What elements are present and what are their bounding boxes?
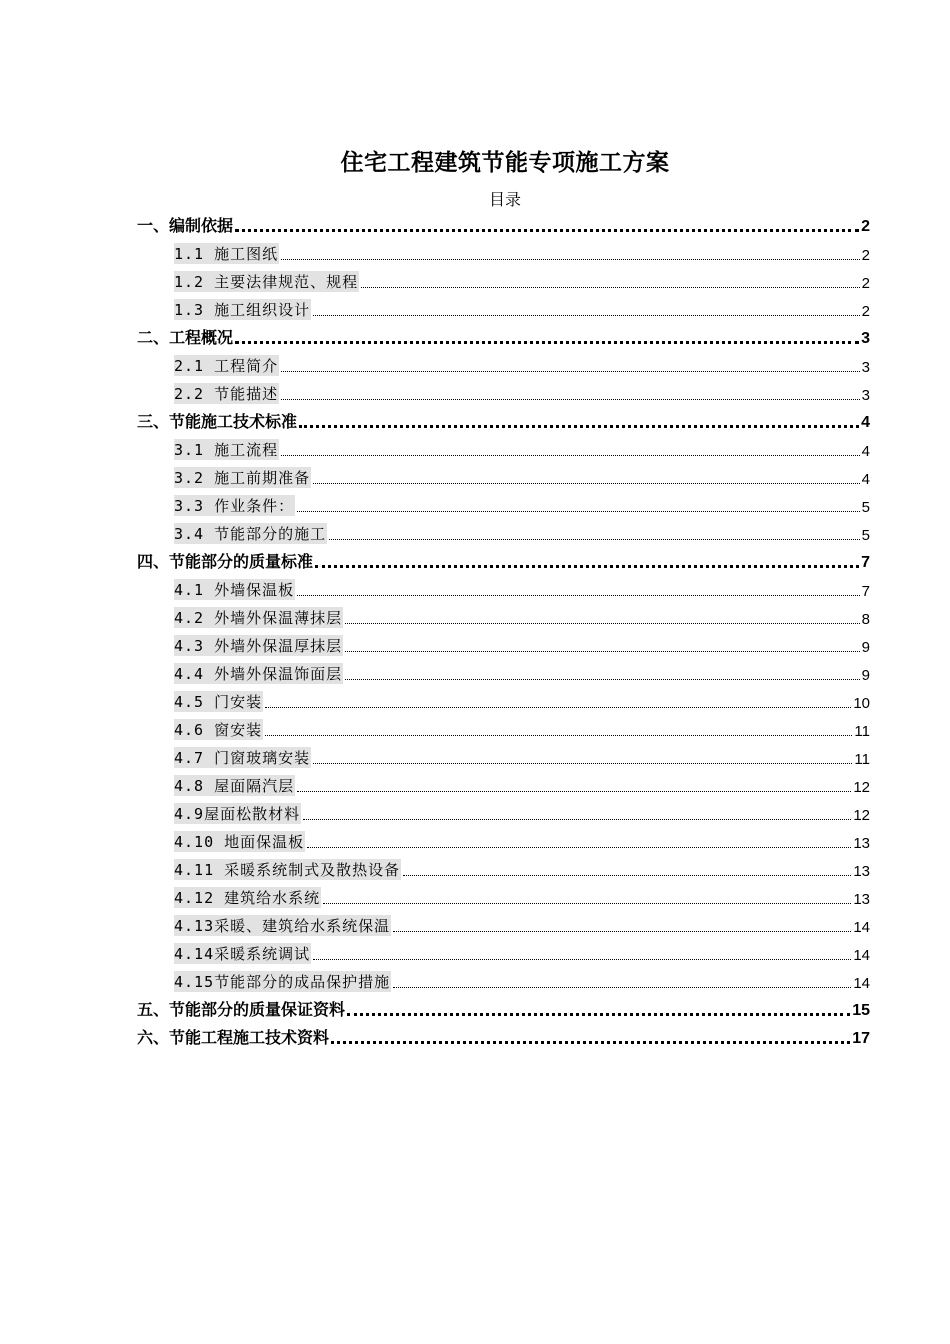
toc-page-number: 13 xyxy=(853,863,870,880)
toc-section-entry[interactable] xyxy=(0,212,950,240)
toc-subsection-entry[interactable] xyxy=(0,436,950,464)
toc-entry-label: 一、编制依据 xyxy=(137,216,234,235)
toc-page-number: 5 xyxy=(861,527,870,544)
toc-page-number: 14 xyxy=(853,919,870,936)
toc-page-number: 13 xyxy=(853,835,870,852)
toc-entry-label: 4.8 屋面隔汽层 xyxy=(174,777,295,795)
toc-subsection-entry[interactable] xyxy=(0,744,950,772)
toc-subsection-entry[interactable] xyxy=(0,828,950,856)
dot-leader xyxy=(313,959,851,960)
toc-entry-label: 3.2 施工前期准备 xyxy=(174,469,311,487)
toc-section-entry[interactable] xyxy=(0,408,950,436)
dot-leader xyxy=(307,847,851,848)
toc-entry-label: 4.13采暖、建筑给水系统保温 xyxy=(174,917,391,935)
toc-entry-label: 3.1 施工流程 xyxy=(174,441,279,459)
toc-section-entry[interactable] xyxy=(0,1024,950,1052)
toc-section-entry[interactable] xyxy=(0,324,950,352)
toc-section-entry[interactable] xyxy=(0,548,950,576)
toc-entry-label: 4.12 建筑给水系统 xyxy=(174,889,321,907)
toc-subsection-entry[interactable] xyxy=(0,520,950,548)
toc-subsection-entry[interactable] xyxy=(0,940,950,968)
toc-entry-label: 1.3 施工组织设计 xyxy=(174,301,311,319)
toc-subsection-entry[interactable] xyxy=(0,268,950,296)
toc-section-entry[interactable] xyxy=(0,996,950,1024)
toc-entry-label: 3.4 节能部分的施工 xyxy=(174,525,327,543)
table-of-contents xyxy=(0,212,950,1052)
toc-entry-label: 1.2 主要法律规范、规程 xyxy=(174,273,359,291)
toc-page-number: 7 xyxy=(861,583,870,600)
toc-entry-label: 4.3 外墙外保温厚抹层 xyxy=(174,637,343,655)
toc-page-number: 12 xyxy=(853,779,870,796)
dot-leader xyxy=(235,229,859,232)
toc-subsection-entry[interactable] xyxy=(0,688,950,716)
toc-page-number: 9 xyxy=(861,667,870,684)
toc-subsection-entry[interactable] xyxy=(0,296,950,324)
toc-subsection-entry[interactable] xyxy=(0,660,950,688)
dot-leader xyxy=(281,399,860,400)
toc-page-number: 4 xyxy=(861,443,870,460)
toc-entry-label: 4.6 窗安装 xyxy=(174,721,263,739)
dot-leader xyxy=(331,1041,850,1044)
dot-leader xyxy=(303,819,851,820)
toc-subsection-entry[interactable] xyxy=(0,464,950,492)
toc-entry-label: 4.9屋面松散材料 xyxy=(174,805,301,823)
dot-leader xyxy=(329,539,860,540)
toc-page-number: 2 xyxy=(861,275,870,292)
dot-leader xyxy=(297,595,860,596)
dot-leader xyxy=(345,623,860,624)
toc-page-number: 3 xyxy=(861,359,870,376)
toc-subsection-entry[interactable] xyxy=(0,632,950,660)
toc-entry-label: 4.2 外墙外保温薄抹层 xyxy=(174,609,343,627)
toc-page-number: 8 xyxy=(861,611,870,628)
dot-leader xyxy=(299,425,859,428)
dot-leader xyxy=(403,875,851,876)
toc-entry-label: 3.3 作业条件： xyxy=(174,497,295,515)
toc-page-number: 2 xyxy=(861,247,870,264)
dot-leader xyxy=(281,455,860,456)
toc-entry-label: 4.11 采暖系统制式及散热设备 xyxy=(174,861,401,879)
toc-page-number: 5 xyxy=(861,499,870,516)
toc-entry-label: 4.10 地面保温板 xyxy=(174,833,305,851)
dot-leader xyxy=(265,707,851,708)
toc-subsection-entry[interactable] xyxy=(0,240,950,268)
toc-page-number: 4 xyxy=(861,471,870,488)
toc-page-number: 4 xyxy=(861,414,870,431)
toc-page-number: 2 xyxy=(861,303,870,320)
dot-leader xyxy=(281,259,860,260)
toc-entry-label: 三、节能施工技术标准 xyxy=(137,412,298,431)
toc-subsection-entry[interactable] xyxy=(0,716,950,744)
dot-leader xyxy=(361,287,860,288)
toc-page-number: 14 xyxy=(853,975,870,992)
dot-leader xyxy=(323,903,851,904)
toc-entry-label: 4.15节能部分的成品保护措施 xyxy=(174,973,391,991)
toc-page-number: 7 xyxy=(861,554,870,571)
toc-page-number: 10 xyxy=(853,695,870,712)
toc-entry-label: 1.1 施工图纸 xyxy=(174,245,279,263)
toc-page-number: 9 xyxy=(861,639,870,656)
dot-leader xyxy=(313,315,860,316)
toc-subsection-entry[interactable] xyxy=(0,380,950,408)
dot-leader xyxy=(297,511,860,512)
toc-page-number: 11 xyxy=(854,751,870,768)
toc-entry-label: 4.14采暖系统调试 xyxy=(174,945,311,963)
toc-page-number: 17 xyxy=(852,1030,870,1047)
toc-entry-label: 二、工程概况 xyxy=(137,328,234,347)
dot-leader xyxy=(345,651,860,652)
dot-leader xyxy=(347,1013,850,1016)
toc-page-number: 13 xyxy=(853,891,870,908)
toc-page-number: 3 xyxy=(861,387,870,404)
toc-subsection-entry[interactable] xyxy=(0,604,950,632)
toc-subsection-entry[interactable] xyxy=(0,856,950,884)
toc-subsection-entry[interactable] xyxy=(0,800,950,828)
toc-entry-label: 四、节能部分的质量标准 xyxy=(137,552,314,571)
toc-page-number: 14 xyxy=(853,947,870,964)
toc-subsection-entry[interactable] xyxy=(0,352,950,380)
toc-subsection-entry[interactable] xyxy=(0,968,950,996)
toc-subsection-entry[interactable] xyxy=(0,492,950,520)
toc-entry-label: 4.5 门安装 xyxy=(174,693,263,711)
toc-entry-label: 4.4 外墙外保温饰面层 xyxy=(174,665,343,683)
toc-subsection-entry[interactable] xyxy=(0,772,950,800)
toc-subsection-entry[interactable] xyxy=(0,912,950,940)
toc-page-number: 11 xyxy=(854,723,870,740)
document-title: 住宅工程建筑节能专项施工方案 xyxy=(340,149,670,176)
dot-leader xyxy=(345,679,860,680)
dot-leader xyxy=(281,371,860,372)
toc-entry-label: 4.7 门窗玻璃安装 xyxy=(174,749,311,767)
toc-entry-label: 六、节能工程施工技术资料 xyxy=(137,1028,330,1047)
toc-page-number: 15 xyxy=(852,1002,870,1019)
toc-page-number: 3 xyxy=(861,330,870,347)
toc-entry-label: 4.1 外墙保温板 xyxy=(174,581,295,599)
toc-entry-label: 2.2 节能描述 xyxy=(174,385,279,403)
dot-leader xyxy=(393,931,851,932)
toc-entry-label: 五、节能部分的质量保证资料 xyxy=(137,1000,346,1019)
dot-leader xyxy=(235,341,859,344)
toc-page-number: 12 xyxy=(853,807,870,824)
dot-leader xyxy=(315,565,859,568)
toc-subsection-entry[interactable] xyxy=(0,576,950,604)
toc-subsection-entry[interactable] xyxy=(0,884,950,912)
dot-leader xyxy=(265,735,852,736)
toc-entry-label: 2.1 工程简介 xyxy=(174,357,279,375)
dot-leader xyxy=(313,763,852,764)
toc-page-number: 2 xyxy=(861,218,870,235)
toc-heading: 目录 xyxy=(488,190,521,209)
dot-leader xyxy=(393,987,851,988)
dot-leader xyxy=(313,483,860,484)
dot-leader xyxy=(297,791,851,792)
